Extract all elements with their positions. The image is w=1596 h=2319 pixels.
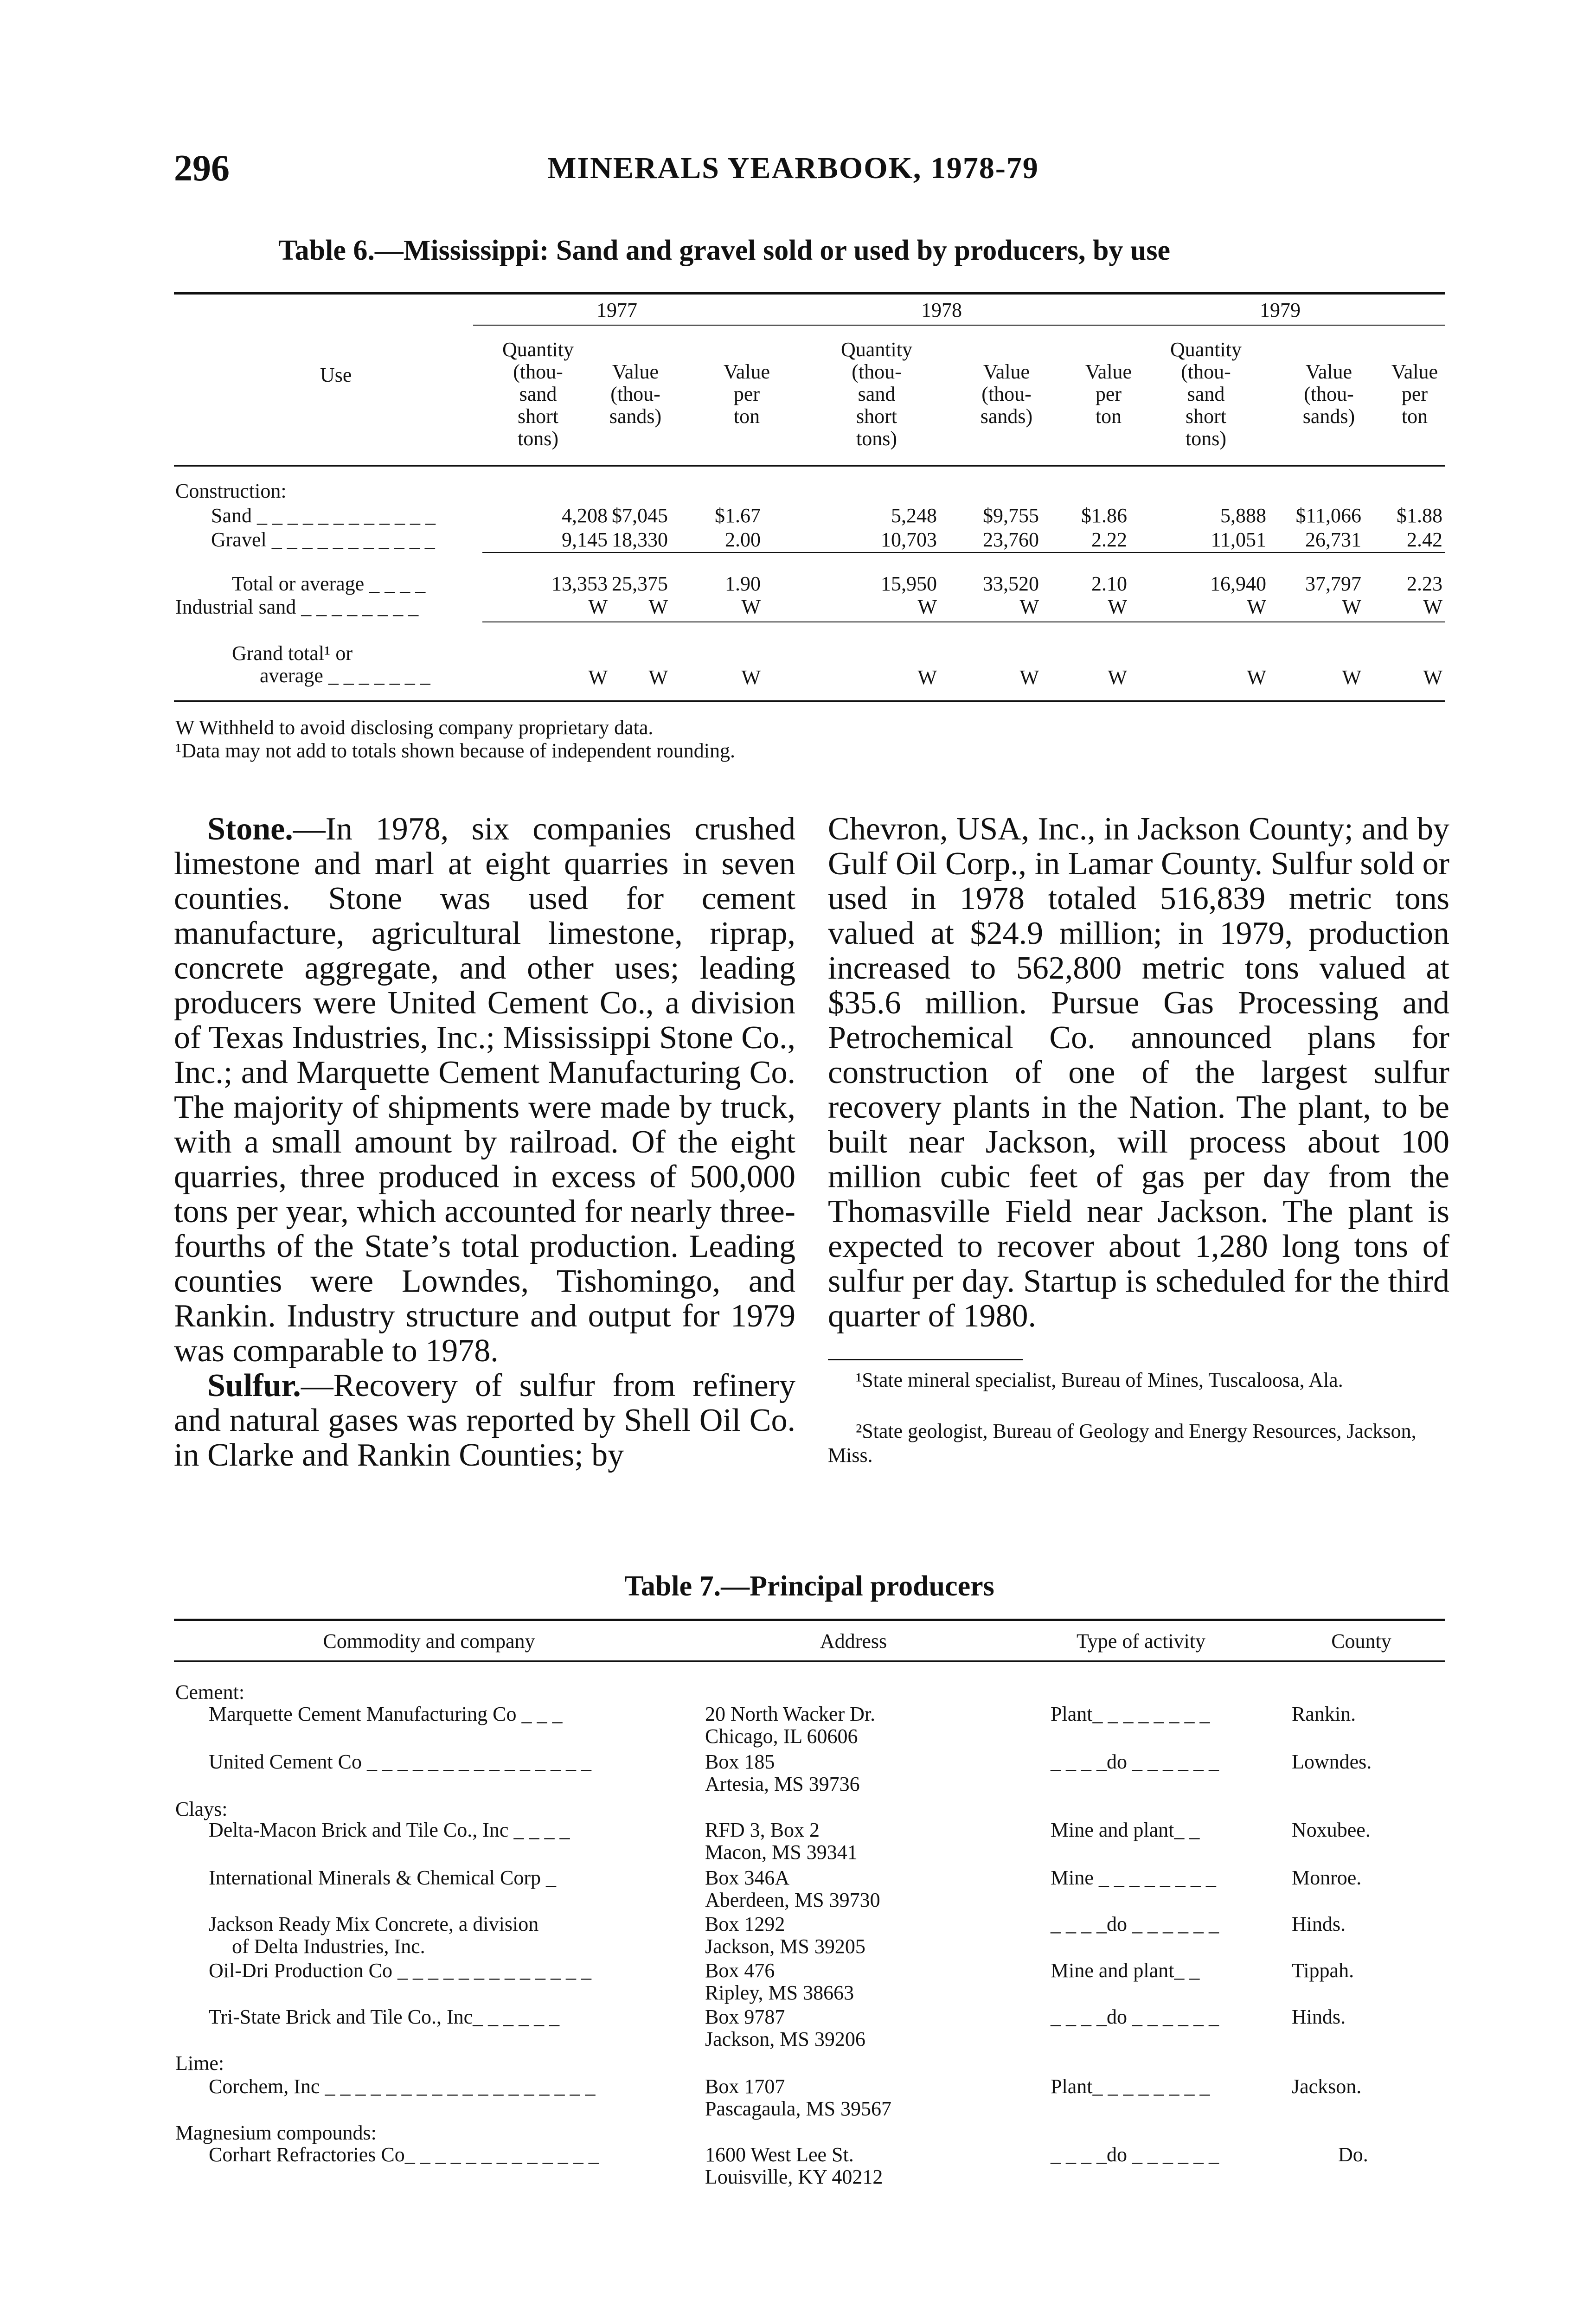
- table7-company: International Minerals & Chemical Corp _: [209, 1866, 557, 1889]
- table6-title: Table 6.—Mississippi: Sand and gravel sold or used by producers, by use: [278, 235, 1171, 266]
- table6-cell: W: [917, 666, 937, 689]
- table6-cell: 15,950: [881, 572, 937, 595]
- table7-company: Delta-Macon Brick and Tile Co., Inc _ _ _ _: [209, 1819, 570, 1841]
- table6-cell: 33,520: [983, 572, 1039, 595]
- table6-header-value-1979: Value (thou- sands): [1302, 360, 1355, 428]
- table6-cell: W: [588, 666, 608, 689]
- table6-cell: 26,731: [1305, 528, 1361, 551]
- table7-company: Tri-State Brick and Tile Co., Inc_ _ _ _ _ _: [209, 2005, 560, 2028]
- table7-address: Box 1292 Jackson, MS 39205: [705, 1913, 865, 1958]
- paragraph-sulfur-cont: Chevron, USA, Inc., in Jackson County; and by Gulf Oil Corp., in Lamar County. Sulfur sold or used in 1978 totaled 516,839 metric tons valued at $24.9 million; in 1979, production increased to 562,800 metric tons valued at $35.6 million. Pursue Gas Processing and Petrochemical Co. announced plans for construction of one of the largest sulfur recovery plants in the Nation. The plant, to be built near Jackson, will process about 100 million cubic feet of gas per day from the Thomasville Field near Jackson. The plant is expected to recover about 1,280 long tons of sulfur per day. Startup is scheduled for the third quarter of 1980.: [828, 811, 1449, 1334]
- table6-cell: 2.23: [1407, 572, 1442, 595]
- table6-cell: W: [741, 596, 761, 618]
- table7-address: Box 185 Artesia, MS 39736: [705, 1750, 860, 1795]
- table7-group-clays: Clays:: [175, 1798, 228, 1820]
- table7-header-activity: Type of activity: [1077, 1630, 1205, 1653]
- table6-row-label: Total or average _ _ _ _: [232, 572, 426, 595]
- table7-address: 20 North Wacker Dr. Chicago, IL 60606: [705, 1703, 876, 1748]
- table6-cell: W: [917, 596, 937, 618]
- table7-address: Box 1707 Pascagaula, MS 39567: [705, 2075, 892, 2120]
- table7-activity: Mine _ _ _ _ _ _ _ _: [1051, 1866, 1216, 1889]
- table7-activity: Mine and plant_ _: [1051, 1819, 1200, 1841]
- table6-cell: W: [1108, 596, 1127, 618]
- table6-row-label: Gravel _ _ _ _ _ _ _ _ _ _ _: [211, 528, 435, 551]
- table7-group-cement: Cement:: [175, 1681, 245, 1704]
- table7-address: Box 9787 Jackson, MS 39206: [705, 2005, 865, 2050]
- table7-activity: Mine and plant_ _: [1051, 1959, 1200, 1982]
- table6-header-value-1978: Value (thou- sands): [980, 360, 1033, 428]
- author-footnote-2: ²State geologist, Bureau of Geology and Energy Resources, Jackson, Miss.: [828, 1420, 1417, 1467]
- table7-header-address: Address: [820, 1630, 887, 1653]
- table7-header-county: County: [1331, 1630, 1391, 1653]
- paragraph-sulfur: Sulfur.—Recovery of sulfur from refinery and natural gases was reported by Shell Oil Co. in Clarke and Rankin Counties; by: [174, 1368, 795, 1473]
- table6-grand-rule: [482, 621, 1445, 622]
- table7-header-rule: [174, 1660, 1445, 1662]
- table6-cell: 5,888: [1220, 504, 1266, 527]
- table6-header-rule: [174, 465, 1445, 467]
- table7-activity: _ _ _ _do _ _ _ _ _ _: [1051, 2143, 1219, 2166]
- table7-county: Do.: [1338, 2143, 1368, 2166]
- table6-cell: W: [1247, 596, 1266, 618]
- table6-header-quantity-1978: Quantity (thou- sand short tons): [841, 338, 912, 450]
- table6-row-label: Industrial sand _ _ _ _ _ _ _ _: [175, 596, 419, 618]
- table7-county: Hinds.: [1292, 1913, 1346, 1935]
- table7-company: Jackson Ready Mix Concrete, a division of Delta Industries, Inc.: [209, 1913, 539, 1958]
- table7-county: Jackson.: [1292, 2075, 1362, 2098]
- table6-cell: W: [1342, 666, 1361, 689]
- table6-cell: W: [1342, 596, 1361, 618]
- table7-county: Hinds.: [1292, 2005, 1346, 2028]
- table6-cell: 37,797: [1305, 572, 1361, 595]
- table6-cell: W: [741, 666, 761, 689]
- table6-cell: 16,940: [1210, 572, 1266, 595]
- table7-company: Marquette Cement Manufacturing Co _ _ _: [209, 1703, 563, 1725]
- table6-cell: 2.10: [1091, 572, 1127, 595]
- table6-cell: W: [1247, 666, 1266, 689]
- table7-county: Monroe.: [1292, 1866, 1362, 1889]
- running-head-title: MINERALS YEARBOOK, 1978-79: [547, 151, 1039, 185]
- table7-county: Lowndes.: [1292, 1750, 1372, 1773]
- table6-subtotal-rule: [482, 552, 1445, 553]
- table6-cell: W: [588, 596, 608, 618]
- table6-year-1977: 1977: [596, 299, 637, 321]
- table6-cell: W: [1019, 596, 1039, 618]
- table7-group-magnesium: Magnesium compounds:: [175, 2121, 377, 2144]
- table7-top-rule: [174, 1619, 1445, 1621]
- table6-cell: $1.67: [715, 504, 761, 527]
- table6-header-valueperton-1979: Value per ton: [1391, 360, 1438, 428]
- table6-cell: $1.86: [1081, 504, 1127, 527]
- table6-cell: 2.00: [725, 528, 761, 551]
- table6-cell: 23,760: [983, 528, 1039, 551]
- table6-header-value-1977: Value (thou- sands): [609, 360, 662, 428]
- table7-county: Tippah.: [1292, 1959, 1354, 1982]
- table6-cell: W: [1423, 596, 1442, 618]
- table6-cell: $11,066: [1295, 504, 1361, 527]
- table6-header-use: Use: [320, 364, 352, 386]
- table6-footnote-w: W Withheld to avoid disclosing company proprietary data.: [175, 716, 654, 739]
- table6-cell: 25,375: [612, 572, 668, 595]
- table6-group-construction: Construction:: [175, 480, 287, 502]
- table7-address: RFD 3, Box 2 Macon, MS 39341: [705, 1819, 858, 1864]
- table7-activity: Plant_ _ _ _ _ _ _ _: [1051, 2075, 1210, 2098]
- table7-group-lime: Lime:: [175, 2052, 224, 2075]
- table6-year-1979: 1979: [1260, 299, 1301, 321]
- table6-cell: W: [648, 666, 668, 689]
- table6-cell: $1.88: [1397, 504, 1442, 527]
- body-column-right: [828, 812, 1449, 1333]
- heading-sulfur: Sulfur.: [207, 1368, 301, 1403]
- table7-header-company: Commodity and company: [323, 1630, 535, 1653]
- table7-company: Corchem, Inc _ _ _ _ _ _ _ _ _ _ _ _ _ _ _ _ _ _: [209, 2075, 596, 2098]
- table6-row-label: Grand total¹ or average _ _ _ _ _ _ _: [232, 642, 430, 687]
- table6-year-rule: [473, 325, 1445, 326]
- table6-bottom-rule: [174, 700, 1445, 702]
- table7-county: Rankin.: [1292, 1703, 1356, 1725]
- paragraph-stone: Stone.—In 1978, six companies crushed limestone and marl at eight quarries in seven counties. Stone was used for cement manufacture, agricultural limestone, riprap, concrete aggregate, and other uses; leading producers were United Cement Co., a division of Texas Industries, Inc.; Mississippi Stone Co., Inc.; and Marquette Cement Manufacturing Co. The majority of shipments were made by truck, with a small amount by railroad. Of the eight quarries, three produced in excess of 500,000 tons per year, which accounted for nearly three-fourths of the State’s total production. Leading counties were Lowndes, Tishomingo, and Rankin. Industry structure and output for 1979 was comparable to 1978.: [174, 811, 795, 1369]
- table6-cell: 11,051: [1211, 528, 1266, 551]
- table7-address: 1600 West Lee St. Louisville, KY 40212: [705, 2143, 883, 2188]
- table6-footnote-1: ¹Data may not add to totals shown because of independent rounding.: [175, 739, 736, 762]
- table6-top-rule: [174, 292, 1445, 295]
- table6-cell: W: [1108, 666, 1127, 689]
- table6-cell: 2.22: [1091, 528, 1127, 551]
- table7-address: Box 346A Aberdeen, MS 39730: [705, 1866, 880, 1911]
- table6-row-label: Sand _ _ _ _ _ _ _ _ _ _ _ _: [211, 504, 436, 527]
- table7-activity: Plant_ _ _ _ _ _ _ _: [1051, 1703, 1210, 1725]
- table7-activity: _ _ _ _do _ _ _ _ _ _: [1051, 2005, 1219, 2028]
- table7-company: United Cement Co _ _ _ _ _ _ _ _ _ _ _ _ _ _ _: [209, 1750, 591, 1773]
- table6-header-quantity-1977: Quantity (thou- sand short tons): [502, 338, 574, 450]
- table7-address: Box 476 Ripley, MS 38663: [705, 1959, 854, 2004]
- table6-cell: 4,208: [562, 504, 608, 527]
- table6-cell: W: [648, 596, 668, 618]
- table7-company: Corhart Refractories Co_ _ _ _ _ _ _ _ _ _ _ _ _: [209, 2143, 599, 2166]
- table7-county: Noxubee.: [1292, 1819, 1371, 1841]
- table7-activity: _ _ _ _do _ _ _ _ _ _: [1051, 1750, 1219, 1773]
- table7-activity: _ _ _ _do _ _ _ _ _ _: [1051, 1913, 1219, 1935]
- table7-title: Table 7.—Principal producers: [624, 1570, 994, 1602]
- table6-cell: $9,755: [983, 504, 1039, 527]
- table6-cell: 13,353: [551, 572, 608, 595]
- table6-cell: 18,330: [612, 528, 668, 551]
- table6-cell: W: [1423, 666, 1442, 689]
- table7-company: Oil-Dri Production Co _ _ _ _ _ _ _ _ _ _ _ _ _: [209, 1959, 591, 1982]
- heading-stone: Stone.: [207, 811, 293, 847]
- body-column-left: [174, 812, 795, 1473]
- page-number: 296: [174, 148, 230, 189]
- table6-cell: 10,703: [881, 528, 937, 551]
- table6-cell: 5,248: [891, 504, 937, 527]
- table6-cell: 2.42: [1407, 528, 1442, 551]
- table6-cell: $7,045: [612, 504, 668, 527]
- footnote-rule: [828, 1359, 1023, 1360]
- author-footnote-1: ¹State mineral specialist, Bureau of Mines, Tuscaloosa, Ala.: [856, 1369, 1343, 1391]
- table6-header-quantity-1979: Quantity (thou- sand short tons): [1170, 338, 1242, 450]
- table6-cell: 1.90: [725, 572, 761, 595]
- table6-year-1978: 1978: [921, 299, 962, 321]
- table6-cell: 9,145: [562, 528, 608, 551]
- table6-cell: W: [1019, 666, 1039, 689]
- table6-header-valueperton-1977: Value per ton: [723, 360, 770, 428]
- table6-header-valueperton-1978: Value per ton: [1085, 360, 1132, 428]
